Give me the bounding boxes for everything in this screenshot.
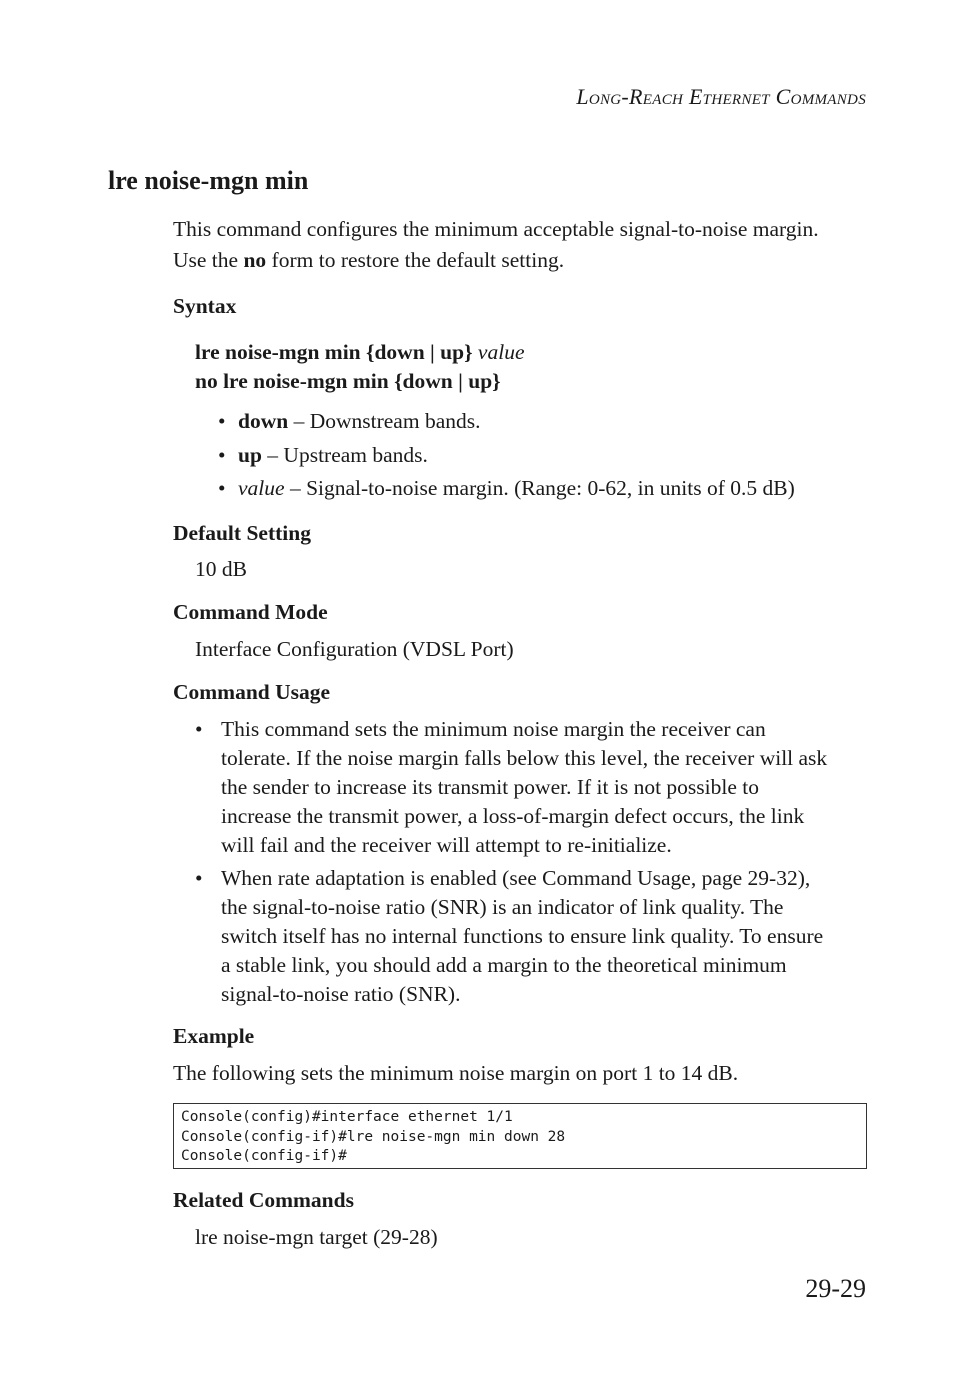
param-term: value xyxy=(238,476,285,500)
command-mode-heading: Command Mode xyxy=(173,600,328,624)
running-header: Long-Reach Ethernet Commands xyxy=(576,84,866,109)
param-value xyxy=(218,476,795,501)
description-post: form to restore the default setting. xyxy=(266,248,565,272)
bullet-dot: • xyxy=(218,443,226,467)
usage-item-1 xyxy=(195,715,828,860)
usage-line: a stable link, you should add a margin to the theoretical minimum xyxy=(221,953,787,977)
default-setting-value: 10 dB xyxy=(195,557,247,581)
usage-line: signal-to-noise ratio (SNR). xyxy=(221,982,461,1006)
syntax-line-1-command: lre noise-mgn min {down | up} xyxy=(195,340,473,364)
page-number: 29-29 xyxy=(805,1274,866,1303)
usage-line: the signal-to-noise ratio (SNR) is an indicator of link quality. The xyxy=(221,895,784,919)
usage-line: This command sets the minimum noise margin the receiver can xyxy=(221,717,766,741)
usage-line: the sender to increase its transmit power. If it is not possible to xyxy=(221,775,759,799)
usage-line: switch itself has no internal functions to ensure link quality. To ensure xyxy=(221,924,824,948)
usage-line: tolerate. If the noise margin falls below this level, the receiver will ask xyxy=(221,746,828,770)
example-heading: Example xyxy=(173,1024,255,1048)
command-mode-value: Interface Configuration (VDSL Port) xyxy=(195,637,514,661)
usage-line: When rate adaptation is enabled (see Command Usage, page 29-32), xyxy=(221,866,811,890)
param-desc: – Signal-to-noise margin. (Range: 0-62, in units of 0.5 dB) xyxy=(284,476,795,500)
param-desc: – Downstream bands. xyxy=(288,409,481,433)
example-intro: The following sets the minimum noise margin on port 1 to 14 dB. xyxy=(173,1061,739,1085)
bullet-dot: • xyxy=(195,866,203,890)
usage-line: increase the transmit power, a loss-of-margin defect occurs, the link xyxy=(221,804,805,828)
bullet-dot: • xyxy=(218,409,226,433)
param-desc: – Upstream bands. xyxy=(261,443,428,467)
bullet-dot: • xyxy=(218,476,226,500)
bullet-dot: • xyxy=(195,717,203,741)
code-line: Console(config)#interface ethernet 1/1 xyxy=(181,1109,513,1125)
code-line: Console(config-if)# xyxy=(181,1148,347,1164)
param-up xyxy=(218,443,428,468)
command-description xyxy=(173,214,819,276)
command-title: lre noise-mgn min xyxy=(108,166,309,195)
syntax-line-1-param: value xyxy=(472,340,525,364)
command-usage-heading: Command Usage xyxy=(173,680,331,704)
usage-line: will fail and the receiver will attempt to re-initialize. xyxy=(221,833,672,857)
usage-item-2 xyxy=(195,864,824,1009)
syntax-line-2: no lre noise-mgn min {down | up} xyxy=(195,369,501,393)
description-line-2 xyxy=(173,245,819,276)
code-example xyxy=(173,1103,867,1169)
param-down xyxy=(218,409,481,434)
related-commands-heading: Related Commands xyxy=(173,1188,354,1212)
description-line-1: This command configures the minimum acceptable signal-to-noise margin. xyxy=(173,217,819,241)
syntax-heading: Syntax xyxy=(173,294,237,318)
code-line: Console(config-if)#lre noise-mgn min down 28 xyxy=(181,1128,566,1145)
related-command-link[interactable]: lre noise-mgn target (29-28) xyxy=(195,1225,438,1249)
param-term: down xyxy=(238,409,289,433)
description-keyword-no: no xyxy=(243,248,267,272)
default-setting-heading: Default Setting xyxy=(173,521,311,545)
param-term: up xyxy=(238,443,262,467)
syntax-line-1 xyxy=(195,338,524,367)
syntax-block xyxy=(195,338,524,396)
description-pre: Use the xyxy=(173,248,244,272)
